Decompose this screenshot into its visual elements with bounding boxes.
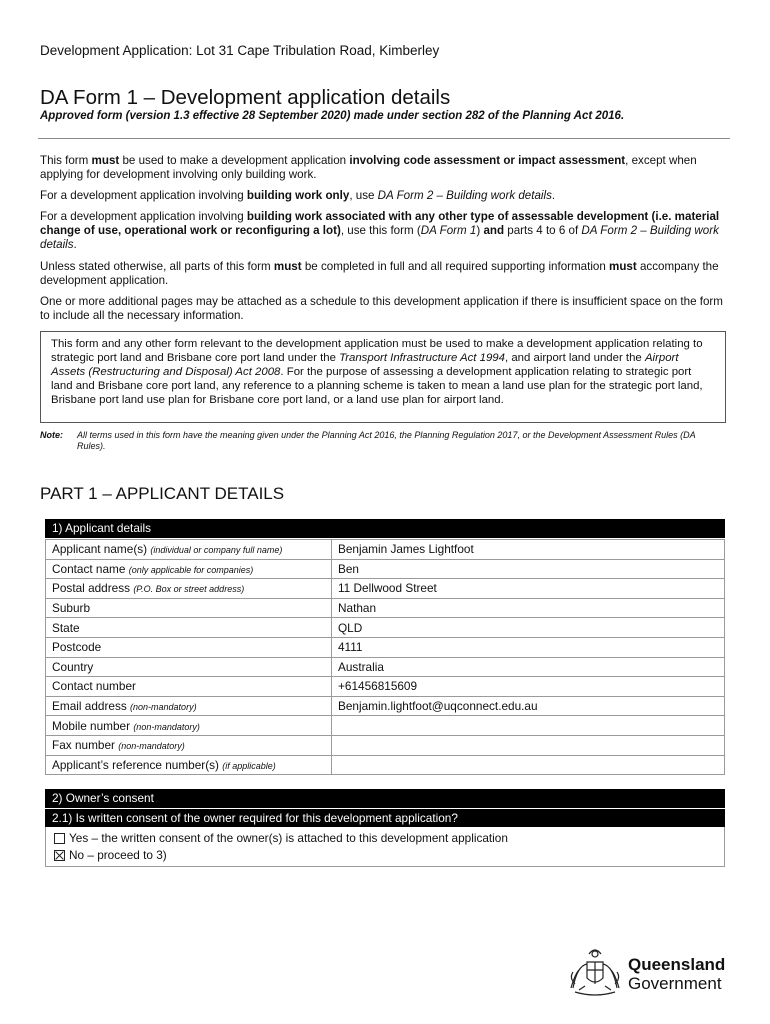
field-value[interactable] bbox=[332, 735, 725, 755]
form-title: DA Form 1 – Development application details bbox=[40, 86, 451, 109]
applicant-details-table bbox=[45, 539, 725, 775]
running-title: Development Application: Lot 31 Cape Tribulation Road, Kimberley bbox=[40, 43, 440, 58]
title-divider bbox=[38, 138, 730, 139]
intro-paragraph-5: One or more additional pages may be attached as a schedule to this development application if there is insufficient space on the form to include all the necessary information. bbox=[40, 295, 723, 322]
field-label: Contact name (only applicable for companies) bbox=[46, 559, 332, 579]
field-value[interactable]: Ben bbox=[332, 559, 725, 579]
intro-paragraph-2: For a development application involving building work only, use DA Form 2 – Building work details. bbox=[40, 189, 556, 202]
table-row bbox=[46, 618, 725, 638]
section-applicant-details-header: 1) Applicant details bbox=[45, 519, 725, 538]
field-value[interactable] bbox=[332, 716, 725, 736]
queensland-government-logo bbox=[565, 944, 740, 1000]
field-label: Postal address (P.O. Box or street address) bbox=[46, 579, 332, 599]
field-label: State bbox=[46, 618, 332, 638]
yes-checkbox[interactable] bbox=[54, 833, 65, 844]
field-label: Applicant’s reference number(s) (if applicable) bbox=[46, 755, 332, 775]
field-value[interactable]: Benjamin James Lightfoot bbox=[332, 540, 725, 560]
table-row bbox=[46, 579, 725, 599]
table-row bbox=[46, 637, 725, 657]
field-value[interactable]: Benjamin.lightfoot@uqconnect.edu.au bbox=[332, 696, 725, 716]
table-row bbox=[46, 677, 725, 697]
option-yes-label: Yes – the written consent of the owner(s) is attached to this development application bbox=[69, 831, 508, 845]
no-checkbox[interactable] bbox=[54, 850, 65, 861]
note-text: All terms used in this form have the meaning given under the Planning Act 2016, the Planning Regulation 2017, or the Development Assessment Rules (DA Rules). bbox=[77, 430, 696, 451]
intro-paragraph-4: Unless stated otherwise, all parts of this form must be completed in full and all required supporting information must accompany the development application. bbox=[40, 260, 719, 287]
field-value[interactable]: Australia bbox=[332, 657, 725, 677]
option-no[interactable] bbox=[54, 848, 167, 862]
owner-consent-options bbox=[45, 827, 725, 867]
table-row bbox=[46, 598, 725, 618]
table-row bbox=[46, 696, 725, 716]
field-value[interactable]: +61456815609 bbox=[332, 677, 725, 697]
logo-wordmark: Queensland Government bbox=[628, 955, 726, 993]
option-yes[interactable] bbox=[54, 831, 508, 845]
table-row bbox=[46, 755, 725, 775]
port-land-notice-box: This form and any other form relevant to the development application must be used to make a development application relating to strategic port land and Brisbane core port land under the Transport Infrastructure Act 1994, and airport land under the Airport Assets (Restructuring and Disposal) Act 2008. For the purpose of assessing a development application relating to strategic port land and Brisbane core port land, any reference to a planning scheme is taken to mean a land use plan for the strategic port land, Brisbane port land use plan for Brisbane core port land, or a land use plan for airport land. bbox=[40, 331, 726, 423]
intro-paragraph-1: This form must be used to make a development application involving code assessment or impact assessment, except when applying for development involving only building work. bbox=[40, 154, 697, 181]
field-label: Country bbox=[46, 657, 332, 677]
field-label: Contact number bbox=[46, 677, 332, 697]
field-value[interactable] bbox=[332, 755, 725, 775]
field-label: Email address (non-mandatory) bbox=[46, 696, 332, 716]
table-row bbox=[46, 657, 725, 677]
question-2-1-header: 2.1) Is written consent of the owner required for this development application? bbox=[45, 808, 725, 827]
table-row bbox=[46, 559, 725, 579]
field-label: Suburb bbox=[46, 598, 332, 618]
table-row bbox=[46, 735, 725, 755]
intro-paragraph-3: For a development application involving building work associated with any other type of assessable development (i.e. material change of use, operational work or reconfiguring a lot), use this form (DA Form 1) and parts 4 to 6 of DA Form 2 – Building work details. bbox=[40, 210, 720, 251]
field-value[interactable]: QLD bbox=[332, 618, 725, 638]
field-label: Postcode bbox=[46, 637, 332, 657]
field-value[interactable]: 11 Dellwood Street bbox=[332, 579, 725, 599]
field-label: Fax number (non-mandatory) bbox=[46, 735, 332, 755]
field-value[interactable]: 4111 bbox=[332, 637, 725, 657]
table-row bbox=[46, 716, 725, 736]
field-label: Mobile number (non-mandatory) bbox=[46, 716, 332, 736]
note-label: Note: bbox=[40, 430, 63, 440]
part-1-heading: PART 1 – APPLICANT DETAILS bbox=[40, 484, 285, 503]
option-no-label: No – proceed to 3) bbox=[69, 848, 167, 862]
section-owners-consent-header: 2) Owner’s consent bbox=[45, 789, 725, 808]
field-label: Applicant name(s) (individual or company full name) bbox=[46, 540, 332, 560]
form-subtitle: Approved form (version 1.3 effective 28 September 2020) made under section 282 of the Planning Act 2016. bbox=[40, 110, 625, 122]
field-value[interactable]: Nathan bbox=[332, 598, 725, 618]
table-row bbox=[46, 540, 725, 560]
coat-of-arms-icon bbox=[565, 944, 625, 1000]
